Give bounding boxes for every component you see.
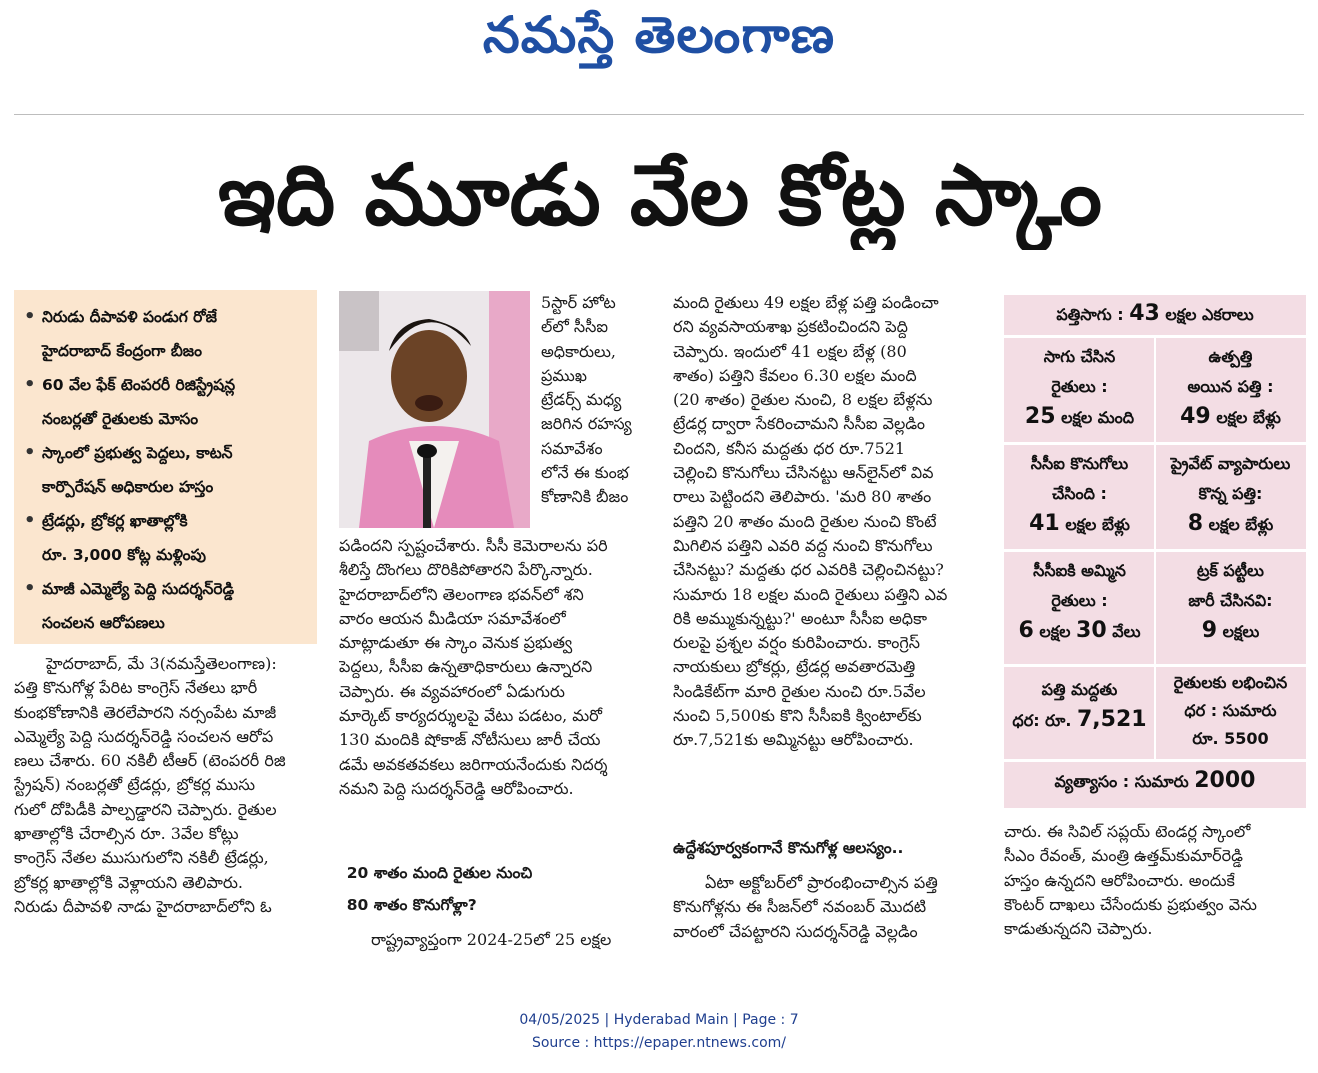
paragraph-line: నమని పెద్ది సుదర్శన్‌రెడ్డి ఆరోపించారు. (339, 778, 574, 798)
highlight-line: రూ. 3,000 కోట్ల మళ్లింపు (42, 546, 206, 564)
article-column-2 (339, 534, 647, 824)
infobox-diff-row (1004, 762, 1306, 808)
paragraph-line: శీలిస్తే దొంగలు దొరికిపోతారని పేర్కొన్నారు. (339, 560, 593, 580)
paragraph-line: పెద్దలు, సీసీఐ ఉన్నతాధికారులు ఉన్నారని (339, 657, 593, 677)
footer-source-link[interactable]: Source : https://epaper.ntnews.com/ (531, 1035, 787, 1051)
infobox-row (1004, 338, 1306, 442)
infobox-unit: లక్షల (1039, 622, 1071, 641)
highlight-line: నిరుడు దీపావళి పండుగ రోజే (42, 308, 217, 326)
infobox-top-cell (1004, 295, 1306, 335)
paragraph-line: సిండికేట్‌గా మారి రైతుల నుంచి రూ.5వేల (673, 681, 926, 701)
bullet-icon: • (24, 374, 36, 395)
paragraph-line: అధికారులు, (541, 341, 616, 361)
paragraph-line: వారం ఆయన మీడియా సమావేశంలో (339, 608, 566, 628)
infobox-value: 30 (1076, 618, 1107, 643)
infobox-label: రైతులకు లభించిన (1173, 673, 1288, 692)
infobox-unit: వేలు (1112, 622, 1141, 641)
paragraph-line: చెల్లించి కొనుగోలు చేసినట్టు ఆన్‌లైన్‌లో వివ (673, 463, 934, 483)
infobox-value: రూ. 5500 (1192, 729, 1269, 748)
paragraph-line: హస్తం ఉన్నదని ఆరోపించారు. అందుకే (1004, 870, 1235, 890)
infobox-price-row (1004, 667, 1306, 759)
paragraph-line: పడిందని స్పష్టంచేశారు. సీసీ కెమెరాలను పరి (339, 536, 608, 555)
infobox-label: ట్రక్ పట్టీలు (1197, 561, 1264, 580)
infobox-value: 41 (1029, 511, 1060, 536)
paragraph-line: రులపై ప్రశ్నల వర్షం కురిపించారు. కాంగ్రెస్ (673, 633, 920, 653)
paragraph-line: రికి అమ్ముకున్నట్టు?' అంటూ సీసీఐ అధికా (673, 608, 927, 628)
paragraph-line: నాయకులు బ్రోకర్లు, ట్రేడర్ల అవతారమెత్తి (673, 657, 916, 677)
infobox-unit: లక్షల బేళ్లు (1208, 515, 1274, 534)
paragraph-line: ఖాతాల్లోకి చేరాల్సిన రూ. 3వేల కోట్లు (14, 824, 239, 844)
highlight-line: 60 వేల ఫేక్ టెంపరరీ రిజిస్ట్రేషన్ల (42, 376, 236, 394)
header-rule (14, 114, 1304, 115)
infobox-row (1004, 552, 1306, 664)
highlight-line: మాజీ ఎమ్మెల్యే పెద్ది సుదర్శన్‌రెడ్డి (42, 580, 235, 598)
infobox-unit: లక్షల బేళ్లు (1065, 515, 1130, 534)
paragraph-line: ట్రేడర్ల ద్వారా సేకరించామని సీసీఐ వెల్లడిం (673, 414, 926, 434)
highlight-line: హైదరాబాద్ కేంద్రంగా బీజం (42, 342, 202, 360)
infobox-label: పత్తిసాగు : (1056, 305, 1124, 324)
bullet-icon: • (24, 510, 36, 531)
highlight-item (24, 504, 309, 572)
highlight-item (24, 572, 309, 640)
infobox-label: కొన్న పత్తి: (1198, 484, 1263, 503)
paragraph-line: ప్రముఖ (541, 365, 587, 385)
highlight-item (24, 368, 309, 436)
infobox-cell (1004, 667, 1155, 759)
highlights-box (14, 290, 317, 644)
article-column-3 (673, 291, 979, 821)
article-column-4 (1004, 820, 1304, 960)
infobox-cell (1004, 338, 1155, 442)
infobox-label: రైతులు : (1051, 591, 1108, 610)
highlight-line: ట్రేడర్లు, బ్రోకర్ల ఖాతాల్లోకి (42, 512, 188, 530)
infobox-label: పత్తి మద్దతు (1041, 680, 1118, 699)
infobox-label: సీసీఐకి అమ్మిన (1033, 561, 1126, 580)
paragraph-line: సీఎం రేవంత్, మంత్రి ఉత్తమ్‌కుమార్‌రెడ్డి (1004, 846, 1243, 866)
subhead: ఉద్దేశపూర్వకంగానే కొనుగోళ్ల ఆలస్యం.. (673, 839, 904, 857)
paragraph-line: కుంభకోణానికి తెరలేపారని నర్సంపేట మాజీ (14, 702, 277, 722)
paragraph-line: డమే అవకతవకలు జరిగాయనేందుకు నిదర్శ (339, 754, 608, 774)
paragraph-line: మాట్లాడుతూ ఈ స్కాం వెనుక ప్రభుత్వ (339, 633, 573, 653)
paragraph-line: పత్తిని 20 శాతం మంది రైతుల నుంచి కొంటే (673, 511, 937, 531)
paragraph-line: 130 మందికి షోకాజ్ నోటీసులు జారీ చేయ (339, 730, 601, 750)
paragraph-line: చెప్పారు. ఈ వ్యవహారంలో ఏడుగురు (339, 681, 565, 701)
paragraph-line: కాంగ్రెస్ నేతల ముసుగులోని నకిలీ ట్రేడర్లు, (14, 848, 269, 868)
infobox-top-row (1004, 295, 1306, 335)
infobox-label: ధర : సుమారు (1184, 701, 1277, 720)
paragraph-line: లోనే ఈ కుంభ (541, 463, 629, 483)
infobox-label: ఉత్పత్తి (1208, 347, 1253, 366)
paragraph-line: చిందని, కనీస మద్దతు ధర రూ.7521 (673, 438, 906, 458)
paragraph-line: కౌంటర్ దాఖలు చేసేందుకు ప్రభుత్వం వెను (1004, 894, 1257, 914)
highlight-line: స్కాంలో ప్రభుత్వ పెద్దలు, కాటన్ (42, 444, 233, 462)
infobox-label: అయిన పత్తి : (1187, 377, 1274, 396)
paragraph-line: సుమారు 18 లక్షల మంది రైతులు పత్తిని ఎవ (673, 584, 948, 604)
footer-date-edition: 04/05/2025 | Hyderabad Main | Page : 7 (519, 1012, 799, 1028)
speaker-illustration (339, 291, 530, 528)
infobox-cell (1155, 338, 1306, 442)
infobox-unit: లక్షల మంది (1061, 408, 1135, 427)
article-column-3-bottom (673, 871, 979, 956)
paragraph-line: రాష్ట్రవ్యాప్తంగా 2024-25లో 25 లక్షల (371, 930, 612, 949)
highlight-item (24, 300, 309, 368)
infobox-label: సాగు చేసిన (1043, 347, 1116, 366)
subhead-block (673, 832, 979, 864)
paragraph-line: సమావేశం (541, 438, 603, 458)
infobox-label: జారీ చేసినవి: (1188, 591, 1273, 610)
paragraph-line: రూ.7,521కు అమ్మినట్టు ఆరోపించారు. (673, 730, 914, 750)
infobox-value: 6 (1018, 618, 1034, 643)
highlight-item (24, 436, 309, 504)
infobox-cell (1155, 552, 1306, 664)
infobox-unit: లక్షల బేళ్లు (1216, 408, 1281, 427)
infobox-cell (1155, 667, 1306, 759)
infobox-cell (1004, 445, 1155, 549)
paragraph-line: ట్రేడర్స్ మధ్య (541, 390, 622, 410)
paragraph-line: ల్‌లో సీసీఐ (541, 317, 608, 337)
paragraph-line: మంది రైతులు 49 లక్షల బేళ్ల పత్తి పండించా (673, 293, 939, 312)
bullet-icon: • (24, 578, 36, 599)
infobox-value: 49 (1180, 404, 1211, 429)
infobox-cell (1004, 762, 1306, 808)
subhead: 20 శాతం మంది రైతుల నుంచి (346, 864, 533, 882)
subhead: 80 శాతం కొనుగోళ్లా? (346, 896, 477, 914)
headline: ఇది మూడు వేల కోట్ల స్కాం (218, 146, 1102, 244)
infobox-value: 8 (1187, 511, 1204, 536)
masthead-logo: నమస్తే తెలంగాణ (482, 6, 836, 64)
infobox-row (1004, 445, 1306, 549)
paragraph-line: మిగిలిన పత్తిని ఎవరి వద్ద నుంచి కొనుగోలు (673, 535, 933, 555)
paragraph-line: చెప్పారు. ఇందులో 41 లక్షల బేళ్ల (80 (673, 341, 907, 361)
article-column-2-last (339, 928, 647, 954)
highlight-line: నంబర్లతో రైతులకు మోసం (42, 410, 199, 428)
paragraph-line: బ్రోకర్ల ఖాతాల్లోకి వెళ్లాయని తెలిపారు. (14, 872, 243, 892)
paragraph-line: మార్కెట్ కార్యదర్శులపై వేటు పడటం, మరో (339, 706, 603, 726)
infobox-label: సీసీఐ కొనుగోలు (1030, 454, 1129, 473)
infobox-label: ప్రైవేట్ వ్యాపారులు (1170, 454, 1291, 473)
infobox-value: 2000 (1194, 768, 1256, 793)
infobox-value: 43 (1129, 301, 1160, 326)
paragraph-line: వారంలో చేపట్టారని సుదర్శన్‌రెడ్డి వెల్లడిం (673, 921, 918, 941)
stats-infobox (1004, 295, 1306, 808)
paragraph-line: హైదరాబాద్, మే 3(నమస్తేతెలంగాణ): (46, 654, 277, 673)
paragraph-line: ఎమ్మెల్యే పెద్ది సుదర్శన్‌రెడ్డి సంచలన ఆరోప (14, 726, 274, 746)
bullet-icon: • (24, 442, 36, 463)
paragraph-line: 5స్టార్ హోట (541, 293, 616, 312)
bullet-icon: • (24, 306, 36, 327)
infobox-label: వ్యత్యాసం : సుమారు (1054, 772, 1189, 791)
paragraph-line: గులో దోపిడీకి పాల్పడ్డారని చెప్పారు. రైతుల (14, 799, 277, 819)
paragraph-line: కోణానికి బీజం (541, 487, 629, 507)
infobox-value: 7,521 (1077, 707, 1147, 732)
paragraph-line: రని వ్యవసాయశాఖ ప్రకటించిందని పెద్ది (673, 317, 908, 337)
subhead-block (339, 857, 647, 927)
paragraph-line: జరిగిన రహస్య (541, 414, 632, 434)
paragraph-line: ఏటా అక్టోబర్‌లో ప్రారంభించాల్సిన పత్తి (705, 873, 938, 892)
paragraph-line: హైదరాబాద్‌లోని తెలంగాణ భవన్‌లో శని (339, 584, 584, 604)
article-column-1 (14, 652, 317, 952)
infobox-value: 9 (1201, 618, 1218, 643)
paragraph-line: పత్తి కొనుగోళ్ల పేరిట కాంగ్రెస్ నేతలు భారీ (14, 678, 258, 698)
infobox-unit: లక్షలు (1222, 622, 1260, 641)
highlight-line: కార్పొరేషన్ అధికారుల హస్తం (42, 478, 214, 496)
infobox-value: 25 (1024, 404, 1056, 429)
paragraph-line: ణలు చేశారు. 60 నకిలీ టీఆర్ (టెంపరరీ రిజి (14, 751, 286, 771)
infobox-cell (1155, 445, 1306, 549)
paragraph-line: కొనుగోళ్లను ఈ సీజన్‌లో నవంబర్ మొదటి (673, 897, 927, 917)
article-column-2-top (541, 291, 647, 531)
paragraph-line: శాతం) పత్తిని కేవలం 6.30 లక్షల మంది (673, 365, 917, 385)
paragraph-line: కాడుతున్నదని చెప్పారు. (1004, 919, 1153, 939)
infobox-label: రైతులు : (1051, 377, 1108, 396)
infobox-label: ధర: రూ. (1012, 711, 1072, 730)
paragraph-line: చేసినట్టు? మద్దతు ధర ఎవరికి చెల్లించినట్టు? (673, 560, 944, 580)
paragraph-line: స్ట్రేషన్) నంబర్లతో ట్రేడర్లు, బ్రోకర్ల ముసు (14, 775, 256, 795)
infobox-label: చేసింది : (1052, 484, 1107, 503)
paragraph-line: చారు. ఈ సివిల్ సప్లయ్ టెండర్ల స్కాంలో (1004, 822, 1251, 841)
paragraph-line: నుంచి 5,500కు కొని సీసీఐకి క్వింటాల్‌కు (673, 706, 922, 726)
paragraph-line: నిరుడు దీపావళి నాడు హైదరాబాద్‌లోని ఓ (14, 896, 272, 916)
speaker-photo (339, 291, 530, 528)
highlight-line: సంచలన ఆరోపణలు (42, 614, 165, 632)
infobox-unit: లక్షల ఎకరాలు (1165, 305, 1254, 324)
paragraph-line: (20 శాతం) రైతుల నుంచి, 8 లక్షల బేళ్లను (673, 390, 933, 410)
paragraph-line: రాలు పెట్టిందని తెలిపారు. 'మరి 80 శాతం (673, 487, 932, 507)
infobox-cell (1004, 552, 1155, 664)
